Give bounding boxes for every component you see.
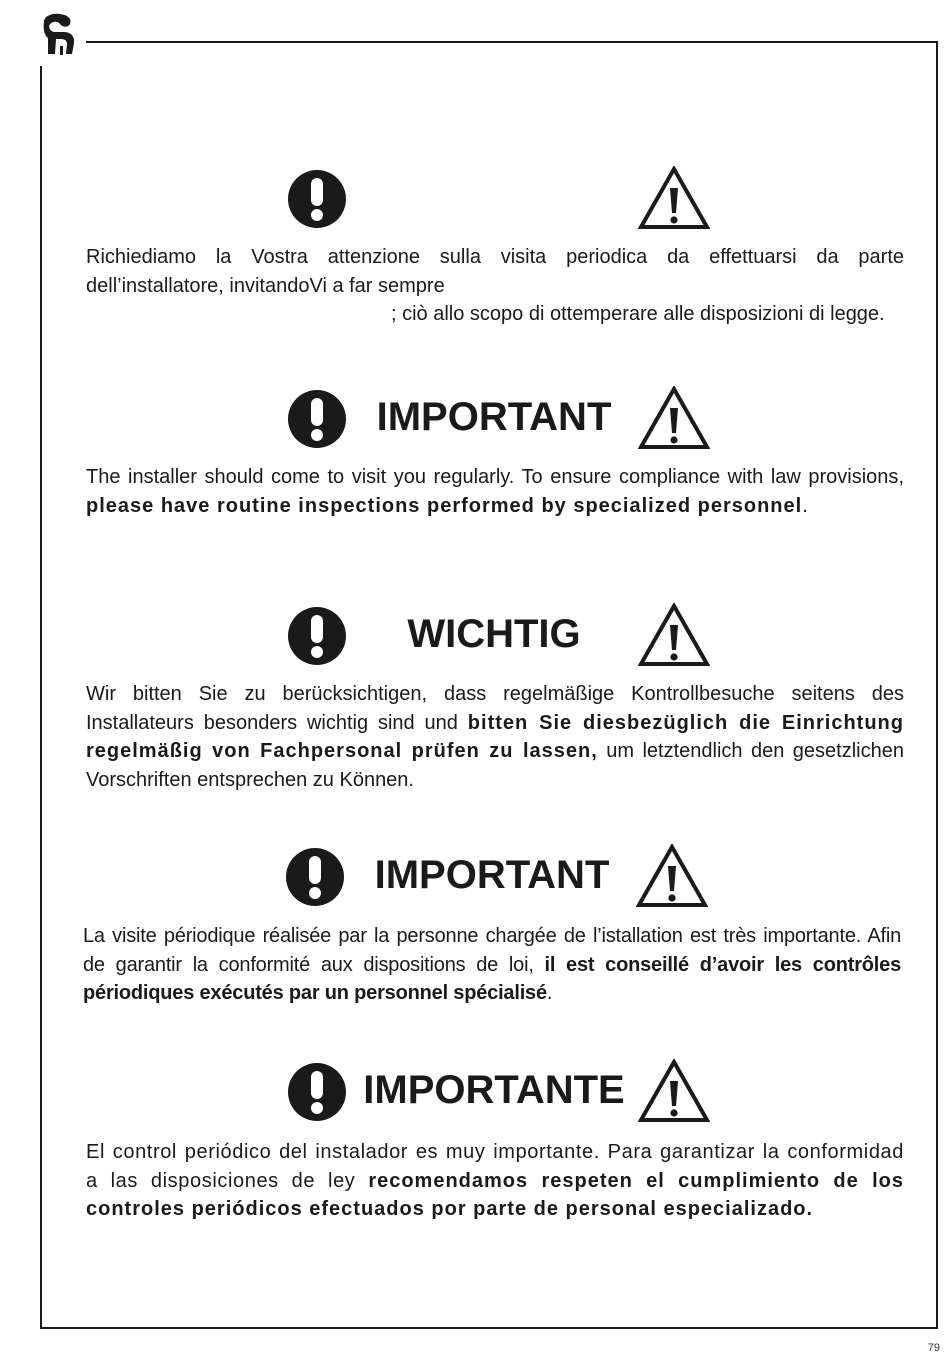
exclamation-circle-icon [287,606,347,666]
warning-triangle-icon [638,1059,710,1123]
frame-right-border [936,41,938,1329]
french-paragraph [83,922,901,1008]
brand-logo-icon [38,10,80,58]
german-text-2: um letztendlich den gesetzlichen Vorschriften entsprechen zu Können. [86,740,904,791]
exclamation-circle-icon [287,1062,347,1122]
english-heading-row [280,384,720,450]
german-text-bold: bitten Sie diesbezüglich die Einrichtung regelmäßig von Fachpersonal prüfen zu lassen, [86,711,904,763]
english-text-1: The installer should come to visit you regularly. To ensure compliance with law provisions, [86,466,904,488]
frame-bottom-border [40,1327,938,1329]
french-heading-row [278,842,718,908]
exclamation-circle-icon [287,169,347,229]
spanish-heading: IMPORTANTE [363,1068,625,1112]
german-heading-row [280,601,720,667]
english-paragraph [86,463,904,520]
spanish-text-bold: recomendamos respeten el cumplimiento de los controles periódicos efectuados por parte de personal especializado. [86,1169,904,1221]
english-heading: IMPORTANT [376,395,612,439]
page-number: 79 [927,1342,940,1354]
french-text-2: . [546,982,553,1005]
spanish-text-1: El control periódico del instalador es muy importante. Para garantizar la conformidad a las disposiciones de ley [86,1141,904,1192]
italian-text-1: Richiediamo la Vostra attenzione sulla visita periodica da effettuarsi da parte dell’installatore, invitandoVi a far sempre [86,246,904,297]
exclamation-circle-icon [285,847,345,907]
german-paragraph [86,680,904,794]
spanish-paragraph [86,1138,904,1224]
warning-triangle-icon [636,844,708,908]
warning-triangle-icon [638,386,710,450]
french-heading: IMPORTANT [374,853,610,897]
german-heading: WICHTIG [407,612,581,656]
warning-triangle-icon [638,603,710,667]
french-text-1: La visite périodique réalisée par la personne chargée de l’istallation est très importante. Afin de garantir la conformité aux dispositions de loi, [83,925,901,976]
italian-heading-row [280,164,720,230]
spanish-heading-row [280,1057,720,1123]
frame-left-border [40,66,42,1329]
frame-top-border [86,41,938,43]
german-text-1: Wir bitten Sie zu berücksichtigen, dass regelmäßige Kontrollbesuche seitens des Installateurs besonders wichtig sind und [86,683,904,734]
italian-text-2: ; ciò allo scopo di ottemperare alle disposizioni di legge. [391,303,885,326]
english-text-bold: please have routine inspections performed by specialized personnel [86,494,803,517]
warning-triangle-icon [638,166,710,230]
exclamation-circle-icon [287,389,347,449]
english-text-2: . [802,494,808,517]
french-text-bold: il est conseillé d’avoir les contrôles périodiques exécutés par un personnel spécialisé [83,953,901,1005]
italian-paragraph [86,243,904,329]
